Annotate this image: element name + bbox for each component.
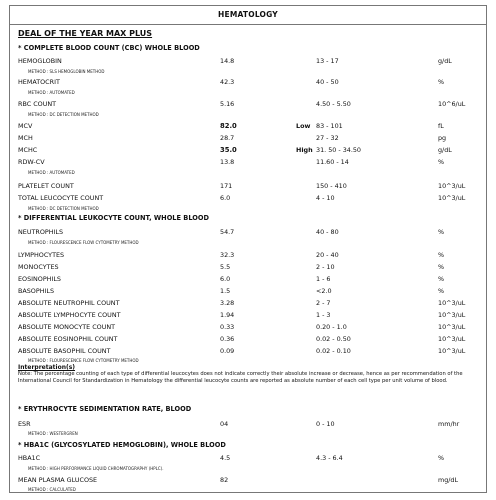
package-title: DEAL OF THE YEAR MAX PLUS bbox=[18, 29, 153, 38]
test-value: 14.8 bbox=[220, 57, 235, 65]
test-name: HBA1C bbox=[18, 454, 41, 462]
result-row-hemoglobin bbox=[18, 56, 478, 66]
reference-range: 0.02 - 0.50 bbox=[316, 335, 351, 343]
unit: % bbox=[438, 263, 445, 271]
interpretation-title: Interpretation(s) bbox=[18, 364, 76, 371]
department-header: HEMATOLOGY bbox=[10, 6, 486, 25]
reference-range: 40 - 50 bbox=[316, 78, 339, 86]
test-value: 0.09 bbox=[220, 347, 235, 355]
test-name: HEMOGLOBIN bbox=[18, 57, 62, 65]
result-row-esr bbox=[18, 419, 478, 429]
method-note: METHOD : FLOURESCENCE FLOW CYTOMETRY METHOD bbox=[28, 240, 139, 245]
unit: pg bbox=[438, 134, 447, 142]
test-value: 6.0 bbox=[220, 275, 231, 283]
test-value: 5.5 bbox=[220, 263, 231, 271]
test-value: 5.16 bbox=[220, 100, 235, 108]
test-name: ABSOLUTE EOSINOPHIL COUNT bbox=[18, 335, 118, 343]
result-row-abc bbox=[18, 346, 478, 356]
reference-range: 83 - 101 bbox=[316, 122, 343, 130]
method-note: METHOD : CALCULATED bbox=[28, 487, 76, 492]
section-esr: * ERYTHROCYTE SEDIMENTATION RATE, BLOOD bbox=[18, 405, 192, 413]
unit: 10^3/uL bbox=[438, 299, 466, 307]
test-name: EOSINOPHILS bbox=[18, 275, 61, 283]
result-row-rbc bbox=[18, 99, 478, 109]
unit: 10^3/uL bbox=[438, 182, 466, 190]
section-hba1c: * HBA1C (GLYCOSYLATED HEMOGLOBIN), WHOLE BLOOD bbox=[18, 441, 226, 449]
method-note: METHOD : DC DETECTION METHOD bbox=[28, 206, 99, 211]
unit: % bbox=[438, 251, 445, 259]
test-value: 32.3 bbox=[220, 251, 235, 259]
result-row-platelet bbox=[18, 181, 478, 191]
test-value: 42.3 bbox=[220, 78, 235, 86]
result-row-mcv bbox=[18, 121, 478, 131]
reference-range: 4.3 - 6.4 bbox=[316, 454, 343, 462]
reference-range: 20 - 40 bbox=[316, 251, 339, 259]
test-value: 0.33 bbox=[220, 323, 235, 331]
method-note: METHOD : DC DETECTION METHOD bbox=[28, 112, 99, 117]
result-row-anc bbox=[18, 298, 478, 308]
unit: % bbox=[438, 275, 445, 283]
unit: 10^3/uL bbox=[438, 323, 466, 331]
unit: % bbox=[438, 158, 445, 166]
unit: mm/hr bbox=[438, 420, 460, 428]
reference-range: 2 - 7 bbox=[316, 299, 331, 307]
result-row-hba1c bbox=[18, 453, 478, 463]
test-value: 82.0 bbox=[220, 122, 237, 130]
result-row-amc bbox=[18, 322, 478, 332]
test-value: 0.36 bbox=[220, 335, 235, 343]
test-name: PLATELET COUNT bbox=[18, 182, 74, 190]
result-row-mean-plasma-glucose bbox=[18, 475, 478, 485]
result-row-mchc bbox=[18, 145, 478, 155]
reference-range: 4 - 10 bbox=[316, 194, 335, 202]
test-name: BASOPHILS bbox=[18, 287, 55, 295]
unit: 10^3/uL bbox=[438, 347, 466, 355]
reference-range: 1 - 3 bbox=[316, 311, 331, 319]
unit: g/dL bbox=[438, 146, 452, 154]
result-row-neutrophils bbox=[18, 227, 478, 237]
test-name: MONOCYTES bbox=[18, 263, 59, 271]
result-row-eosinophils bbox=[18, 274, 478, 284]
abnormal-flag: High bbox=[296, 146, 313, 154]
test-name: ABSOLUTE BASOPHIL COUNT bbox=[18, 347, 111, 355]
test-value: 3.28 bbox=[220, 299, 235, 307]
test-name: MEAN PLASMA GLUCOSE bbox=[18, 476, 98, 484]
abnormal-flag: Low bbox=[296, 122, 311, 130]
unit: 10^3/uL bbox=[438, 335, 466, 343]
test-value: 82 bbox=[220, 476, 229, 484]
reference-range: 0.20 - 1.0 bbox=[316, 323, 347, 331]
test-value: 28.7 bbox=[220, 134, 235, 142]
reference-range: 1 - 6 bbox=[316, 275, 331, 283]
test-value: 1.5 bbox=[220, 287, 231, 295]
test-name: MCHC bbox=[18, 146, 38, 154]
result-row-alc bbox=[18, 310, 478, 320]
result-row-rdw bbox=[18, 157, 478, 167]
reference-range: 27 - 32 bbox=[316, 134, 339, 142]
reference-range: 31. 50 - 34.50 bbox=[316, 146, 361, 154]
test-name: MCV bbox=[18, 122, 33, 130]
unit: fL bbox=[438, 122, 444, 130]
test-value: 1.94 bbox=[220, 311, 235, 319]
result-row-lymphocytes bbox=[18, 250, 478, 260]
test-name: HEMATOCRIT bbox=[18, 78, 60, 86]
unit: % bbox=[438, 78, 445, 86]
method-note: METHOD : AUTOMATED bbox=[28, 170, 75, 175]
test-value: 35.0 bbox=[220, 146, 237, 154]
unit: 10^6/uL bbox=[438, 100, 466, 108]
unit: % bbox=[438, 454, 445, 462]
reference-range: 11.60 - 14 bbox=[316, 158, 349, 166]
result-row-mch bbox=[18, 133, 478, 143]
unit: g/dL bbox=[438, 57, 452, 65]
reference-range: 2 - 10 bbox=[316, 263, 335, 271]
test-name: ABSOLUTE LYMPHOCYTE COUNT bbox=[18, 311, 121, 319]
unit: % bbox=[438, 228, 445, 236]
unit: 10^3/uL bbox=[438, 311, 466, 319]
reference-range: 0.02 - 0.10 bbox=[316, 347, 351, 355]
test-value: 4.5 bbox=[220, 454, 231, 462]
test-value: 04 bbox=[220, 420, 229, 428]
method-note: METHOD : SLS HEMOGLOBIN METHOD bbox=[28, 69, 105, 74]
test-name: RDW-CV bbox=[18, 158, 45, 166]
result-row-hematocrit bbox=[18, 77, 478, 87]
method-note: METHOD : FLOURESCENCE FLOW CYTOMETRY METHOD bbox=[28, 358, 139, 363]
test-name: MCH bbox=[18, 134, 33, 142]
unit: % bbox=[438, 287, 445, 295]
test-name: LYMPHOCYTES bbox=[18, 251, 65, 259]
test-value: 171 bbox=[220, 182, 233, 190]
test-value: 13.8 bbox=[220, 158, 235, 166]
reference-range: 0 - 10 bbox=[316, 420, 335, 428]
test-name: ESR bbox=[18, 420, 31, 428]
section-cbc: * COMPLETE BLOOD COUNT (CBC) WHOLE BLOOD bbox=[18, 44, 200, 52]
unit: 10^3/uL bbox=[438, 194, 466, 202]
test-name: NEUTROPHILS bbox=[18, 228, 64, 236]
reference-range: 13 - 17 bbox=[316, 57, 339, 65]
result-row-aec bbox=[18, 334, 478, 344]
result-row-tlc bbox=[18, 193, 478, 203]
method-note: METHOD : WESTERGREN bbox=[28, 431, 78, 436]
test-value: 54.7 bbox=[220, 228, 235, 236]
test-name: RBC COUNT bbox=[18, 100, 57, 108]
interpretation-note: Note: The percentage counting of each type of differential leucocytes does not indicate correctly their absolute increase or decrease, hence as per recommendation of the International Council for Standardization in Hematology the differential leucocyte counts are reported as absolute number of each cell type per unit volume of blood. bbox=[18, 371, 463, 384]
result-row-monocytes bbox=[18, 262, 478, 272]
test-name: TOTAL LEUCOCYTE COUNT bbox=[18, 194, 104, 202]
test-value: 6.0 bbox=[220, 194, 231, 202]
test-name: ABSOLUTE NEUTROPHIL COUNT bbox=[18, 299, 120, 307]
test-name: ABSOLUTE MONOCYTE COUNT bbox=[18, 323, 116, 331]
section-differential: * DIFFERENTIAL LEUKOCYTE COUNT, WHOLE BLOOD bbox=[18, 214, 209, 222]
method-note: METHOD : HIGH PERFORMANCE LIQUID CHROMATOGRAPHY (HPLC). bbox=[28, 466, 164, 471]
reference-range: 4.50 - 5.50 bbox=[316, 100, 351, 108]
reference-range: 40 - 80 bbox=[316, 228, 339, 236]
unit: mg/dL bbox=[438, 476, 459, 484]
reference-range: <2.0 bbox=[316, 287, 332, 295]
result-row-basophils bbox=[18, 286, 478, 296]
method-note: METHOD : AUTOMATED bbox=[28, 90, 75, 95]
reference-range: 150 - 410 bbox=[316, 182, 347, 190]
